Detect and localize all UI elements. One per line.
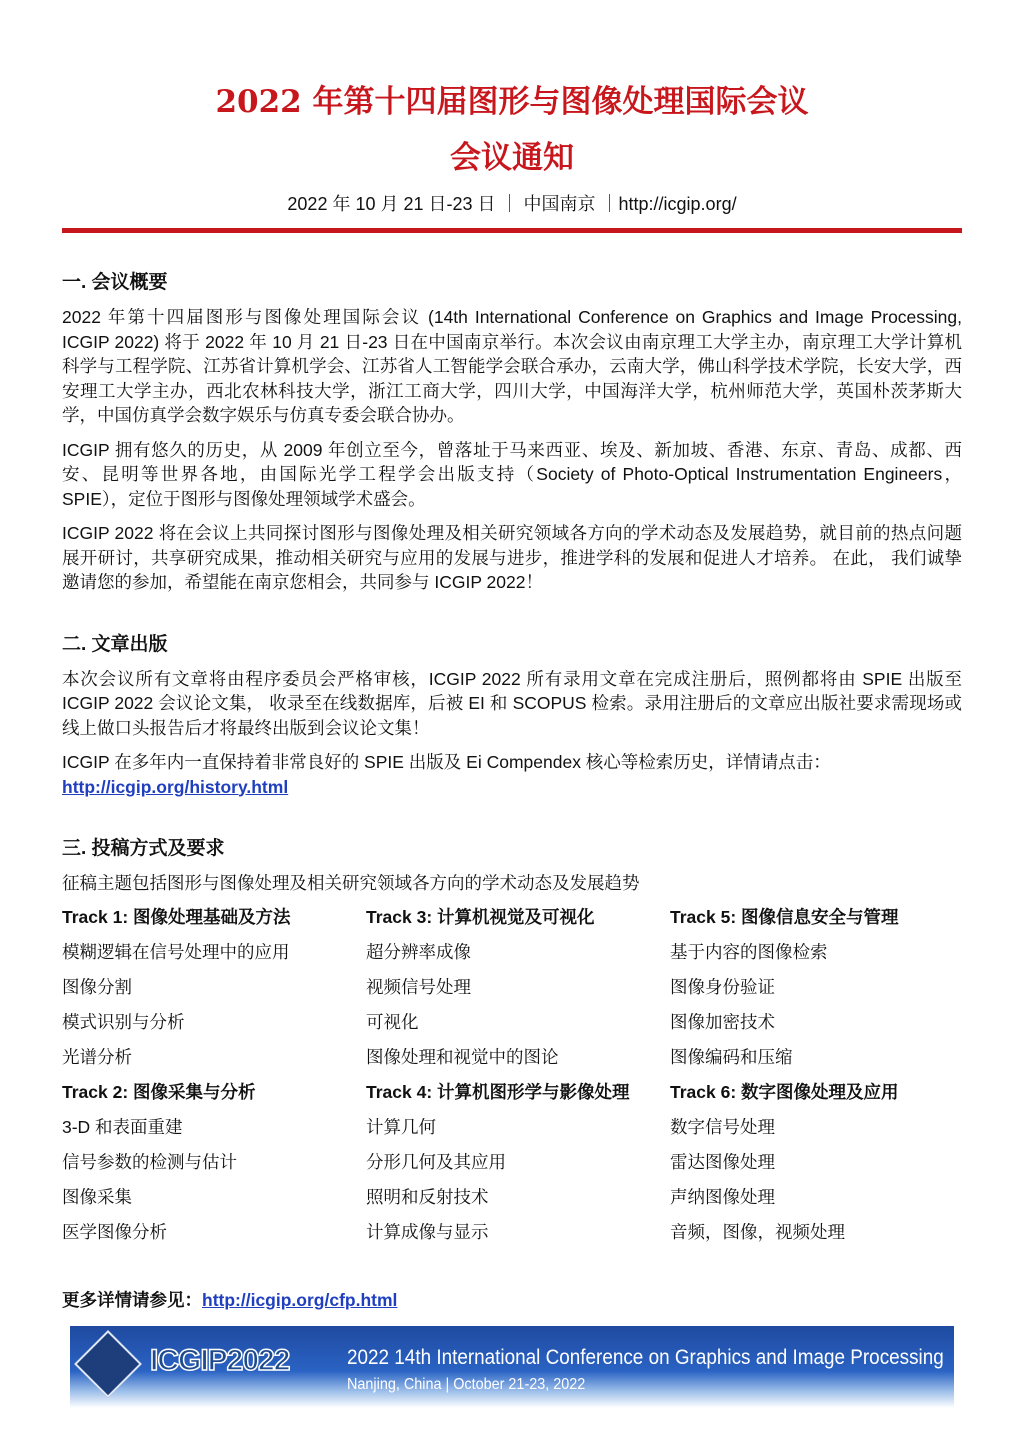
history-link-line: [62, 775, 962, 800]
track-topic: 图像处理和视觉中的图论: [366, 1046, 559, 1067]
section-heading: 一. 会议概要: [62, 272, 168, 293]
paragraph: 2022 年第十四届图形与图像处理国际会议 (14th International Conference on Graphics and Image Processing, ICGIP 2022) 将于 2022 年 10 月 21 日-23 日在中国南京举行。本次会议由南京理工大学主办，南京理工大学计算机科学与工程学院、江苏省计算机学会、江苏省人工智能学会联合承办，云南大学，佛山科学技术学院，长安大学，西安理工大学主办，西北农林科技大学，浙江工商大学，四川大学，中国海洋大学，杭州师范大学，英国朴茨茅斯大学，中国仿真学会数字娱乐与仿真专委会联合协办。: [62, 307, 962, 425]
paragraph: ICGIP 在多年内一直保持着非常良好的 SPIE 出版及 Ei Compendex 核心等检索历史，详情请点击：: [62, 752, 831, 772]
tracks-grid: [62, 906, 972, 1256]
track-topic: 音频，图像，视频处理: [670, 1221, 845, 1242]
track-topic: 视频信号处理: [366, 976, 471, 997]
track-topic: 3-D 和表面重建: [62, 1116, 183, 1137]
logo-diamond-icon: [74, 1330, 142, 1398]
track-topic: 可视化: [366, 1011, 419, 1032]
history-link[interactable]: http://icgip.org/history.html: [62, 776, 289, 797]
title-line-1: 2022 年第十四届图形与图像处理国际会议: [215, 84, 809, 120]
track-topic: 模式识别与分析: [62, 1011, 185, 1032]
track-topic: 计算几何: [366, 1116, 436, 1137]
track-topic: 模糊逻辑在信号处理中的应用: [62, 941, 290, 962]
track-title: Track 3: 计算机视觉及可视化: [366, 906, 595, 927]
track-topic: 声纳图像处理: [670, 1186, 775, 1207]
track-title: Track 2: 图像采集与分析: [62, 1081, 256, 1102]
track-topic: 基于内容的图像检索: [670, 941, 828, 962]
banner-logo: ICGIP2022: [150, 1343, 290, 1377]
title-line-2: 会议通知: [450, 140, 574, 176]
track-title: Track 6: 数字图像处理及应用: [670, 1081, 899, 1102]
track-topic: 信号参数的检测与估计: [62, 1151, 237, 1172]
track-topic: 医学图像分析: [62, 1221, 167, 1242]
track-topic: 图像身份验证: [670, 976, 775, 997]
track-topic: 光谱分析: [62, 1046, 132, 1067]
track-topic: 计算成像与显示: [366, 1221, 489, 1242]
track-topic: 照明和反射技术: [366, 1186, 489, 1207]
conference-banner: [70, 1326, 954, 1408]
track-topic: 超分辨率成像: [366, 941, 471, 962]
footer-more-info: [62, 1288, 962, 1312]
document: [62, 0, 962, 1408]
cfp-link[interactable]: http://icgip.org/cfp.html: [202, 1289, 398, 1310]
track-topic: 分形几何及其应用: [366, 1151, 506, 1172]
paragraph: 征稿主题包括图形与图像处理及相关研究领域各方向的学术动态及发展趋势: [62, 873, 640, 893]
track-topic: 图像加密技术: [670, 1011, 775, 1032]
section-heading: 二. 文章出版: [62, 633, 168, 655]
section-heading: 三. 投稿方式及要求: [62, 838, 225, 859]
footer-label: 更多详情请参见：: [62, 1289, 202, 1310]
paragraph: 本次会议所有文章将由程序委员会严格审核，ICGIP 2022 所有录用文章在完成注册后，照例都将由 SPIE 出版至 ICGIP 2022 会议论文集， 收录至在线数据库，后被 EI 和 SCOPUS 检索。录用注册后的文章应出版社要求需现场或线上做口头报告后才将最终出版到会议论文集！: [62, 668, 962, 738]
banner-title: 2022 14th International Conference on Graphics and Image Processing: [347, 1345, 944, 1369]
track-title: Track 4: 计算机图形学与影像处理: [366, 1081, 630, 1102]
subtitle: 2022 年 10 月 21 日-23 日 ｜ 中国南京 ｜http://icgip.org/: [287, 194, 737, 214]
track-topic: 数字信号处理: [670, 1116, 775, 1137]
paragraph: ICGIP 2022 将在会议上共同探讨图形与图像处理及相关研究领域各方向的学术动态及发展趋势，就目前的热点问题展开研讨，共享研究成果，推动相关研究与应用的发展与进步，推进学科的发展和促进人才培养。 在此， 我们诚挚邀请您的参加，希望能在南京您相会，共同参与 ICGIP 2022！: [62, 523, 962, 592]
track-title: Track 5: 图像信息安全与管理: [670, 906, 899, 927]
track-topic: 图像采集: [62, 1186, 132, 1207]
title-divider: [62, 228, 962, 233]
track-topic: 图像分割: [62, 976, 132, 997]
track-topic: 图像编码和压缩: [670, 1046, 793, 1067]
track-topic: 雷达图像处理: [670, 1151, 775, 1172]
paragraph: ICGIP 拥有悠久的历史，从 2009 年创立至今，曾落址于马来西亚、埃及、新加坡、香港、东京、青岛、成都、西安、昆明等世界各地，由国际光学工程学会出版支持（Society of Photo-Optical Instrumentation Engineers，SPIE），定位于图形与图像处理领域学术盛会。: [62, 439, 962, 509]
banner-subtitle: Nanjing, China | October 21-23, 2022: [347, 1375, 586, 1393]
track-title: Track 1: 图像处理基础及方法: [62, 906, 291, 927]
